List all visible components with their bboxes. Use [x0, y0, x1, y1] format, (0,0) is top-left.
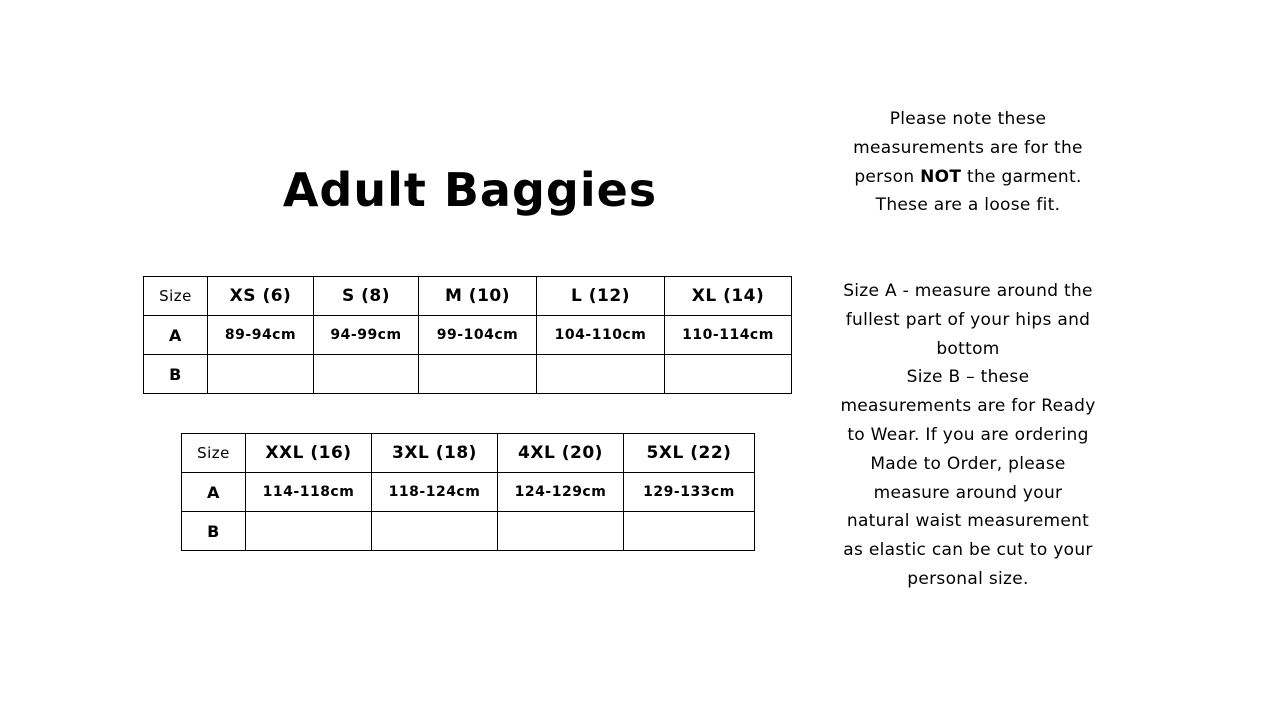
size-a-instruction: Size A - measure around the fullest part of your hips and bottom: [843, 281, 1093, 359]
table-cell: 124-129cm: [498, 473, 624, 512]
table-cell: [372, 512, 498, 551]
table-cell: [419, 355, 537, 394]
table-cell: [246, 512, 372, 551]
table-cell: [537, 355, 665, 394]
column-header: XS (6): [208, 277, 314, 316]
size-table-1: [143, 276, 792, 394]
table-header-row: [182, 434, 755, 473]
column-header: M (10): [419, 277, 537, 316]
column-header: XL (14): [665, 277, 792, 316]
fit-note-text-end: the garment. These are a loose fit.: [875, 166, 1082, 216]
table-row: [144, 316, 792, 355]
table-row: [144, 355, 792, 394]
column-header: Size: [144, 277, 208, 316]
table-cell: [498, 512, 624, 551]
fit-note-emphasis: NOT: [920, 166, 962, 187]
size-table-2: [181, 433, 755, 551]
column-header: 4XL (20): [498, 434, 624, 473]
row-label: A: [182, 473, 246, 512]
measure-instructions: [840, 277, 1096, 594]
table-cell: 114-118cm: [246, 473, 372, 512]
table-row: [182, 512, 755, 551]
table-cell: 89-94cm: [208, 316, 314, 355]
table-cell: [208, 355, 314, 394]
table-row: [182, 473, 755, 512]
table-cell: [624, 512, 755, 551]
fit-note-text: Please note these measurements are for the person: [853, 109, 1083, 187]
column-header: L (12): [537, 277, 665, 316]
fit-note: [840, 105, 1096, 220]
table-cell: [314, 355, 419, 394]
size-b-instruction: Size B – these measurements are for Ready to Wear. If you are ordering Made to Order, please measure around your natural waist measurement as elastic can be cut to your personal size.: [840, 367, 1096, 589]
row-label: A: [144, 316, 208, 355]
table-cell: 110-114cm: [665, 316, 792, 355]
column-header: XXL (16): [246, 434, 372, 473]
table-header-row: [144, 277, 792, 316]
column-header: Size: [182, 434, 246, 473]
table-cell: 104-110cm: [537, 316, 665, 355]
row-label: B: [182, 512, 246, 551]
column-header: 5XL (22): [624, 434, 755, 473]
column-header: S (8): [314, 277, 419, 316]
row-label: B: [144, 355, 208, 394]
table-cell: 129-133cm: [624, 473, 755, 512]
table-cell: 118-124cm: [372, 473, 498, 512]
table-cell: [665, 355, 792, 394]
table-cell: 99-104cm: [419, 316, 537, 355]
table-cell: 94-99cm: [314, 316, 419, 355]
page-title: Adult Baggies: [282, 163, 658, 217]
column-header: 3XL (18): [372, 434, 498, 473]
